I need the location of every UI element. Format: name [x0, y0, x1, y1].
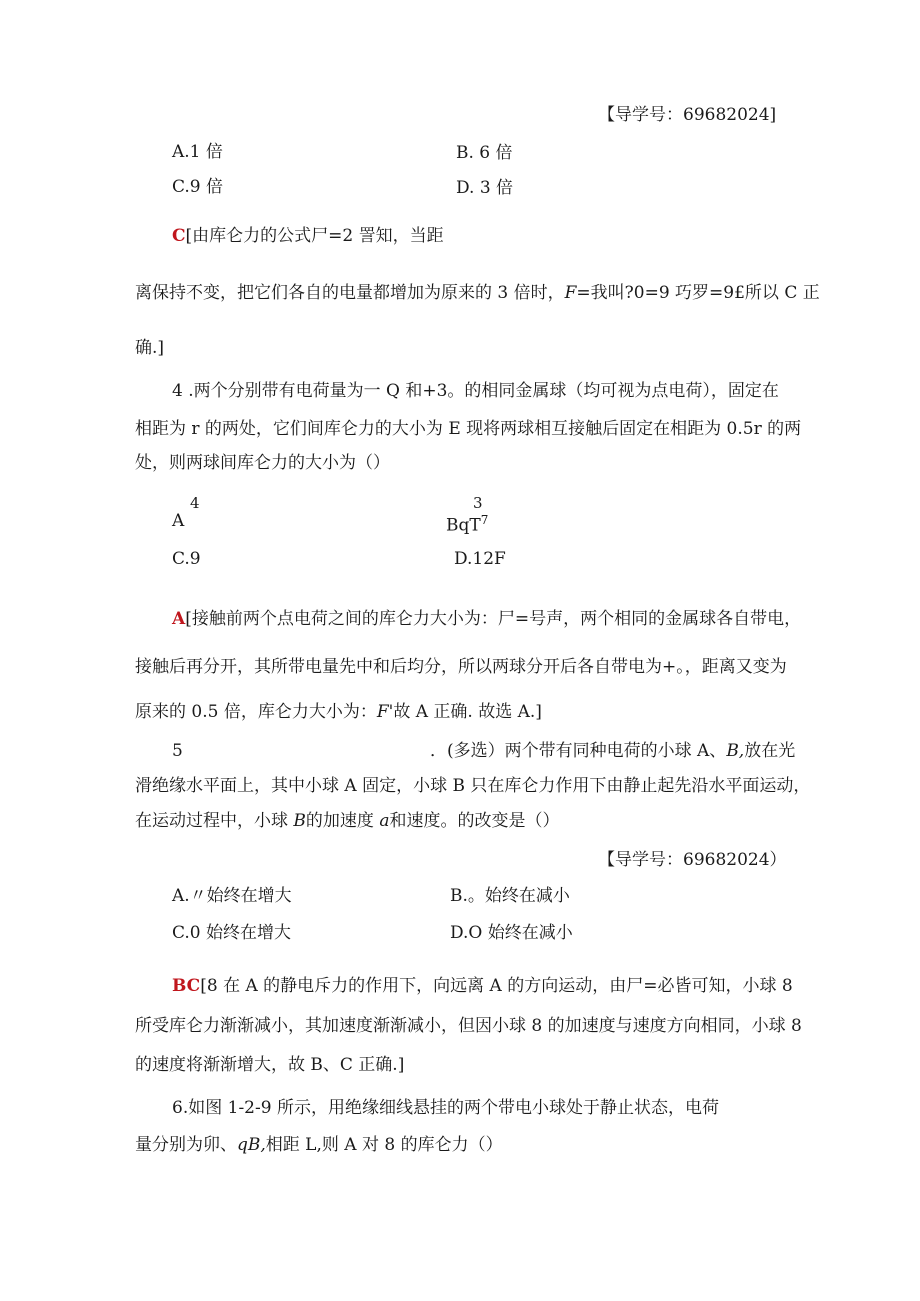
q4-option-c: C.9 — [172, 549, 201, 569]
q3-option-a: A.1 倍 — [172, 142, 223, 162]
q5-answer-letter: BC — [172, 976, 201, 996]
q5-explanation-line-2: 所受库仑力渐渐减小，其加速度渐渐减小，但因小球 8 的加速度与速度方向相同，小球 8 — [135, 1016, 802, 1036]
q4-stem-line-1: 4 .两个分别带有电荷量为一 Q 和+3。的相同金属球（均可视为点电荷），固定在 — [172, 381, 779, 401]
q4-option-b-fraction: 3 — [473, 494, 483, 512]
q4-stem-line-3: 处，则两球间库仑力的大小为（） — [135, 453, 390, 473]
q4-explanation-line-3: 原来的 0.5 倍，库仑力大小为：F'故 A 正确. 故选 A.] — [135, 702, 542, 722]
q3-option-d: D. 3 倍 — [456, 178, 514, 198]
q3-explanation-line-2: 离保持不变，把它们各自的电量都增加为原来的 3 倍时，F=我叫?0=9 巧罗=9£所以 C 正 — [135, 283, 820, 303]
q5-explanation-line-3: 的速度将渐渐增大，故 B、C 正确.] — [135, 1055, 405, 1075]
q5-explanation-line-1: BC[8 在 A 的静电斥力的作用下，向远离 A 的方向运动，由尸=必皆可知，小球 8 — [172, 976, 793, 996]
q4-option-d: D.12F — [454, 549, 506, 569]
q4-option-b: BqT$^7$ — [446, 513, 489, 536]
q3-explanation-line-3: 确.] — [135, 338, 165, 358]
q5-option-a: A.〃始终在增大 — [172, 886, 292, 906]
q6-stem-line-1: 6.如图 1-2-9 所示，用绝缘细线悬挂的两个带电小球处于静止状态，电荷 — [172, 1098, 719, 1118]
q6-stem-line-2: 量分别为卯、qB,相距 L,则 A 对 8 的库仑力（） — [135, 1135, 503, 1155]
q5-stem-line-2: 滑绝缘水平面上，其中小球 A 固定，小球 B 只在库仑力作用下由静止起先沿水平面运动， — [135, 776, 811, 796]
q4-explanation-line-1: A[接触前两个点电荷之间的库仑力大小为：尸=号声，两个相同的金属球各自带电， — [172, 609, 802, 629]
q3-option-c: C.9 倍 — [172, 177, 224, 197]
q5-number: 5 — [172, 741, 183, 761]
q3-answer-letter: C — [172, 226, 186, 246]
q4-explanation-line-2: 接触后再分开，其所带电量先中和后均分，所以两球分开后各自带电为+。，距离又变为 — [135, 657, 787, 677]
q5-option-c: C.0 始终在增大 — [172, 923, 292, 943]
q4-option-a: A — [172, 511, 185, 531]
q5-option-b: B.。始终在减小 — [450, 886, 570, 906]
q5-reference: 【导学号：69682024） — [598, 850, 787, 870]
q4-stem-line-2: 相距为 r 的两处，它们间库仑力的大小为 E 现将两球相互接触后固定在相距为 0.5r 的两 — [135, 419, 802, 439]
q3-explanation-line-1: C[由库仑力的公式尸=2 詈知，当距 — [172, 226, 444, 246]
q5-option-d: D.O 始终在减小 — [450, 923, 573, 943]
q5-stem-line-3: 在运动过程中，小球 B的加速度 a和速度。的改变是（） — [135, 811, 560, 831]
q3-reference: 【导学号：69682024] — [598, 105, 777, 125]
q4-answer-letter: A — [172, 609, 186, 629]
q5-stem-line-1: ．(多选）两个带有同种电荷的小球 A、B,放在光 — [430, 741, 796, 761]
q3-option-b: B. 6 倍 — [456, 143, 513, 163]
q4-option-a-fraction: 4 — [190, 494, 200, 512]
